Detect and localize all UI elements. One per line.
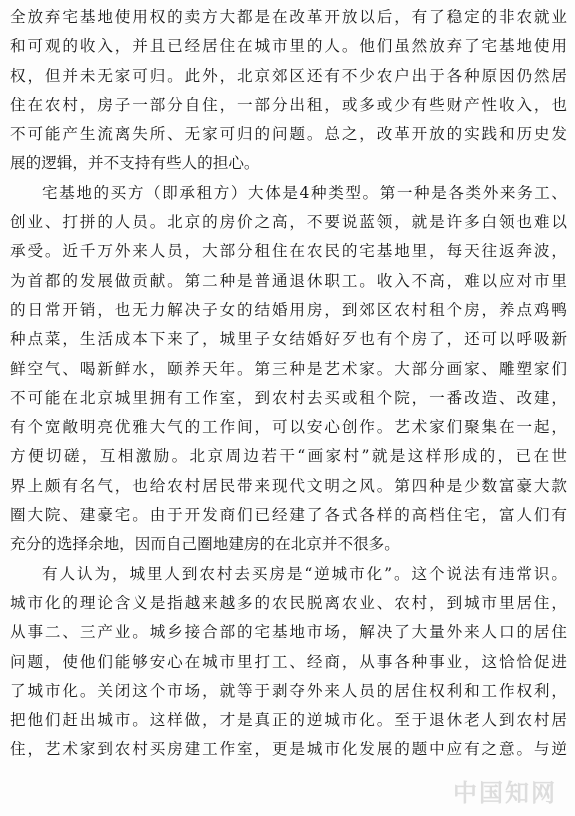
text-line: 了城市化。关闭这个市场，就等于剥夺外来人员的居住权利和工作权利， — [10, 681, 567, 700]
text-line: 有人认为，城里人到农村去买房是“逆城市化”。这个说法有违常识。 — [42, 564, 567, 583]
text-line: 城市化的理论含义是指越来越多的农民脱离农业、农村，到城市里居住， — [10, 593, 567, 612]
text-line: 圈大院、建豪宅。由于开发商们已经建了各式各样的高档住宅，富人们有 — [10, 506, 567, 525]
text-body — [10, 3, 567, 765]
text-line: 全放弃宅基地使用权的卖方大都是在改革开放以后，有了稳定的非农就业 — [10, 8, 567, 26]
text-line: 住，艺术家到农村买房建工作室，更是城市化发展的题中应有之意。与逆 — [10, 740, 567, 759]
text-line: 创业、打拼的人员。北京的房价之高，不要说蓝领，就是许多白领也难以 — [10, 213, 567, 232]
text-line: 不可能在北京城里拥有工作室，到农村去买或租个院，一番改造、改建， — [10, 388, 567, 407]
watermark-logo: 中国知网 — [453, 779, 557, 807]
text-line: 宅基地的买方（即承租方）大体是4种类型。第一种是各类外来务工、 — [42, 183, 567, 202]
text-line: 权，但并未无家可归。此外，北京郊区还有不少农户出于各种原因仍然居 — [10, 66, 567, 85]
text-line: 展的逻辑，并不支持有些人的担心。 — [10, 154, 260, 173]
text-line: 的日常开销，也无力解决子女的结婚用房，到郊区农村租个房，养点鸡鸭 — [10, 300, 567, 319]
text-line: 有个宽敞明亮优雅大气的工作间，可以安心创作。艺术家们聚集在一起， — [10, 418, 567, 437]
text-line: 不可能产生流离失所、无家可归的问题。总之，改革开放的实践和历史发 — [10, 125, 567, 144]
text-line: 承受。近千万外来人员，大部分租住在农民的宅基地里，每天往返奔波， — [10, 242, 567, 261]
text-line: 把他们赶出城市。这样做，才是真正的逆城市化。至于退休老人到农村居 — [10, 711, 567, 730]
text-line: 方便切磋，互相激励。北京周边若干“画家村”就是这样形成的，已在世 — [10, 447, 567, 466]
text-line: 问题，使他们能够安心在城市里打工、经商，从事各种事业，这恰恰促进 — [10, 652, 567, 671]
text-line: 从事二、三产业。城乡接合部的宅基地市场，解决了大量外来人口的居住 — [10, 623, 567, 642]
text-line: 界上颇有名气，也给农村居民带来现代文明之风。第四种是少数富豪大款 — [10, 476, 567, 495]
text-line: 种点菜，生活成本下来了，城里子女结婚好歹也有个房了，还可以呼吸新 — [10, 330, 567, 349]
text-line: 住在农村，房子一部分自住，一部分出租，或多或少有些财产性收入，也 — [10, 95, 567, 114]
text-line: 鲜空气、喝新鲜水，颐养天年。第三种是艺术家。大部分画家、雕塑家们 — [10, 359, 567, 378]
text-line: 为首都的发展做贡献。第二种是普通退休职工。收入不高，难以应对市里 — [10, 271, 567, 290]
text-line: 充分的选择余地，因而自己圈地建房的在北京并不很多。 — [10, 535, 400, 554]
text-line: 和可观的收入，并且已经居住在城市里的人。他们虽然放弃了宅基地使用 — [10, 37, 567, 56]
